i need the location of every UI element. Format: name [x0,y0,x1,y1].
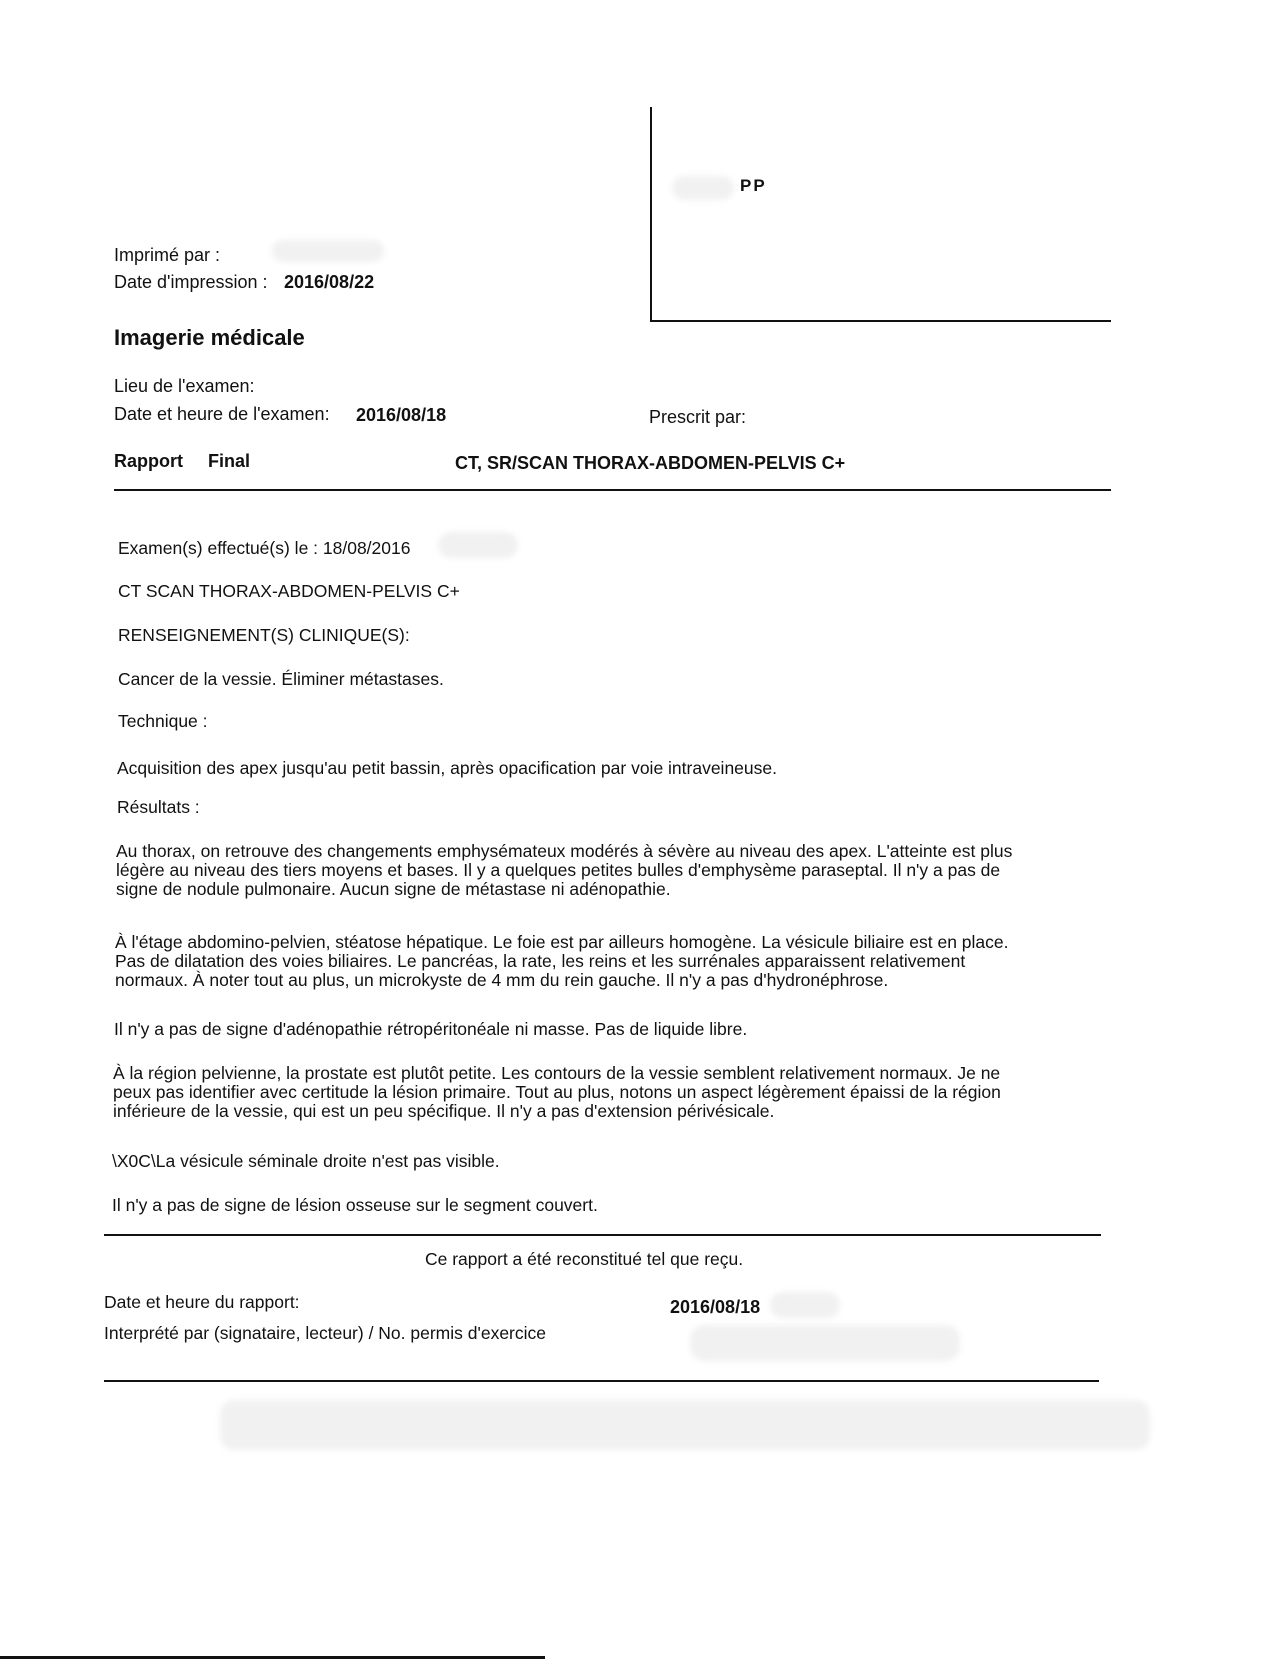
report-exam-title: CT, SR/SCAN THORAX-ABDOMEN-PELVIS C+ [455,453,846,473]
reconstituted-note: Ce rapport a été reconstitué tel que reçu. [425,1249,744,1269]
thorax-line: légère au niveau des tiers moyens et bases. Il y a quelques petites bulles d'emphysème paraseptal. Il n'y a pas de [116,860,1001,880]
redacted-signatory [690,1325,960,1361]
abdomen-line: À l'étage abdomino-pelvien, stéatose hépatique. Le foie est par ailleurs homogène. La vésicule biliaire est en place. [115,932,1009,952]
report-status: Final [208,451,251,471]
page-bottom-rule [0,1656,545,1659]
retroperitoneal-text: Il n'y a pas de signe d'adénopathie rétropéritonéale ni masse. Pas de liquide libre. [114,1019,748,1039]
printed-by-label: Imprimé par : [114,245,221,265]
pelvis-line: inférieure de la vessie, qui est un peu spécifique. Il n'y a pas d'extension périvésicale. [113,1101,775,1121]
redacted-name-block [672,176,734,200]
results-heading: Résultats : [117,797,200,817]
footer-bottom-divider [104,1380,1099,1382]
report-label: Rapport [114,451,183,471]
thorax-line: signe de nodule pulmonaire. Aucun signe de métastase ni adénopathie. [116,879,671,899]
header-box-left-border [650,107,652,320]
redacted-footer-notes [220,1400,1150,1450]
pelvis-line: À la région pelvienne, la prostate est plutôt petite. Les contours de la vessie semblent relativement normaux. Je ne [113,1063,1001,1083]
footer-top-divider [104,1234,1101,1236]
print-date-value: 2016/08/22 [284,272,375,292]
abdomen-line: normaux. À noter tout au plus, un microkyste de 4 mm du rein gauche. Il n'y a pas d'hydronéphrose. [115,970,889,990]
technique-text: Acquisition des apex jusqu'au petit bassin, après opacification par voie intraveineuse. [117,758,777,778]
header-box-bottom-border [650,320,1111,322]
exam-datetime-label: Date et heure de l'examen: [114,404,330,424]
report-datetime-value: 2016/08/18 [670,1297,761,1317]
technique-heading: Technique : [118,711,208,731]
redacted-performed-time [438,532,518,558]
report-header-divider [114,489,1111,491]
pelvis-paragraph [113,1064,1001,1121]
exam-performed-line: Examen(s) effectué(s) le : 18/08/2016 [118,538,411,558]
seminal-vesicle-text: \X0C\La vésicule séminale droite n'est pas visible. [112,1151,500,1171]
header-box-code: PP [740,176,767,195]
scan-type-line: CT SCAN THORAX-ABDOMEN-PELVIS C+ [118,581,460,601]
abdomen-line: Pas de dilatation des voies biliaires. Le pancréas, la rate, les reins et les surrénales apparaissent relativement [115,951,966,971]
thorax-line: Au thorax, on retrouve des changements emphysémateux modérés à sévère au niveau des apex. L'atteinte est plus [116,841,1013,861]
bone-lesion-text: Il n'y a pas de signe de lésion osseuse sur le segment couvert. [112,1195,598,1215]
thorax-paragraph [116,842,1012,899]
pelvis-line: peux pas identifier avec certitude la lésion primaire. Tout au plus, notons un aspect légèrement épaissi de la région [113,1082,1001,1102]
print-date-label: Date d'impression : [114,272,268,292]
redacted-report-time [770,1292,840,1318]
abdomen-paragraph [115,933,1009,990]
clinical-info-heading: RENSEIGNEMENT(S) CLINIQUE(S): [118,625,410,645]
redacted-printer-name [272,240,384,262]
report-datetime-label: Date et heure du rapport: [104,1292,300,1312]
section-title: Imagerie médicale [114,325,305,350]
exam-datetime-value: 2016/08/18 [356,405,447,425]
clinical-info-text: Cancer de la vessie. Éliminer métastases. [118,669,444,689]
interpreted-by-label: Interprété par (signataire, lecteur) / No. permis d'exercice [104,1323,546,1343]
exam-location-label: Lieu de l'examen: [114,376,255,396]
prescribed-by-label: Prescrit par: [649,407,747,427]
